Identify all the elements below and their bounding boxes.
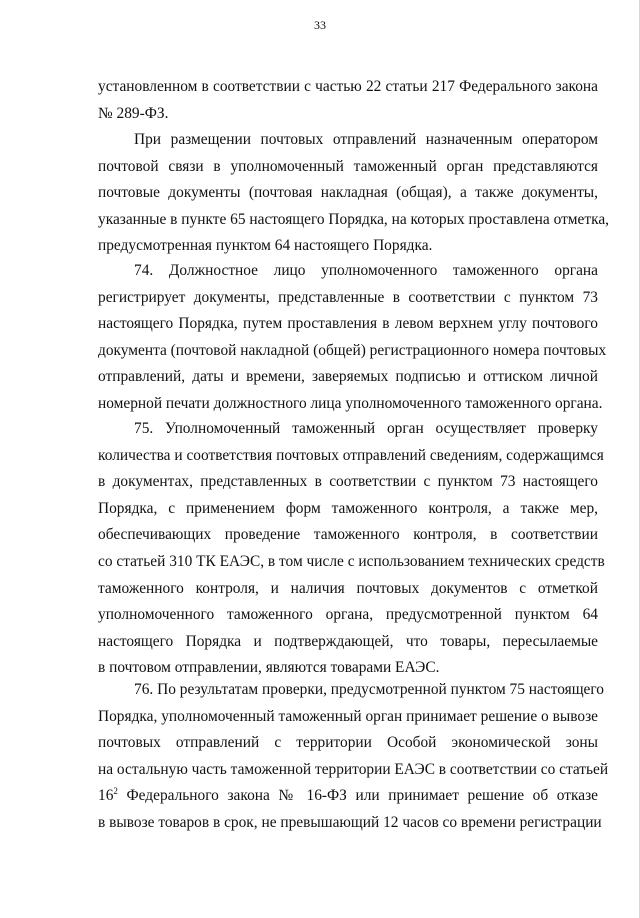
text-line: на остальную часть таможенной территории ЕАЭС в соответствии со статьей <box>98 760 609 778</box>
text-line: отправлений, даты и времени, заверяемых подписью и оттиском личной <box>98 368 598 386</box>
superscript: 2 <box>113 786 118 797</box>
text-line: настоящего Порядка и подтверждающей, что товары, пересылаемые <box>98 632 598 650</box>
text-line: настоящего Порядка, путем проставления в левом верхнем углу почтового <box>98 315 598 333</box>
text-line: 74. Должностное лицо уполномоченного таможенного органа <box>134 262 598 279</box>
text-line: уполномоченного таможенного органа, предусмотренной пунктом 64 <box>98 606 598 624</box>
text-line: № 289-ФЗ. <box>98 104 169 122</box>
text-line: в документах, представленных в соответствии с пунктом 73 настоящего <box>98 473 598 491</box>
text-line: предусмотренная пунктом 64 настоящего Порядка. <box>98 237 433 255</box>
text-line: указанные в пункте 65 настоящего Порядка, на которых проставлена отметка, <box>98 210 610 228</box>
text-line <box>98 786 598 806</box>
text-line: почтовые документы (почтовая накладная (общая), а также документы, <box>98 184 598 202</box>
text-line: в почтовом отправлении, являются товарами ЕАЭС. <box>98 659 440 677</box>
text-line: таможенного контроля, и наличия почтовых документов с отметкой <box>98 579 598 597</box>
text-line: установленном в соответствии с частью 22 статьи 217 Федерального закона <box>98 78 598 95</box>
text-line: обеспечивающих проведение таможенного контроля, в соответствии <box>98 526 598 544</box>
text-line: в вывозе товаров в срок, не превышающий 12 часов со времени регистрации <box>98 814 602 831</box>
page-number: 33 <box>314 18 326 32</box>
text-line: со статьей 310 ТК ЕАЭС, в том числе с использованием технических средств <box>98 553 605 570</box>
text-line: 75. Уполномоченный таможенный орган осуществляет проверку <box>134 420 598 437</box>
text-line: Порядка, с применением форм таможенного контроля, а также мер, <box>98 499 598 517</box>
text-line: регистрирует документы, представленные в соответствии с пунктом 73 <box>98 288 598 306</box>
line-text: Федерального закона № 16-ФЗ или принимает решение об отказе <box>117 787 598 805</box>
text-line: количества и соответствия почтовых отправлений сведениям, содержащимся <box>98 446 604 464</box>
text-line: При размещении почтовых отправлений назначенным оператором <box>134 131 598 148</box>
article-number: 16 <box>98 787 114 805</box>
text-line: Порядка, уполномоченный таможенный орган принимает решение о вывозе <box>98 707 598 725</box>
text-line: номерной печати должностного лица уполномоченного таможенного органа. <box>98 395 603 412</box>
text-line: почтовых отправлений с территории Особой экономической зоны <box>98 734 598 752</box>
text-line: почтовой связи в уполномоченный таможенный орган представляются <box>98 157 598 175</box>
text-line: документа (почтовой накладной (общей) регистрационного номера почтовых <box>98 341 607 359</box>
text-line: 76. По результатам проверки, предусмотренной пунктом 75 настоящего <box>134 681 605 698</box>
